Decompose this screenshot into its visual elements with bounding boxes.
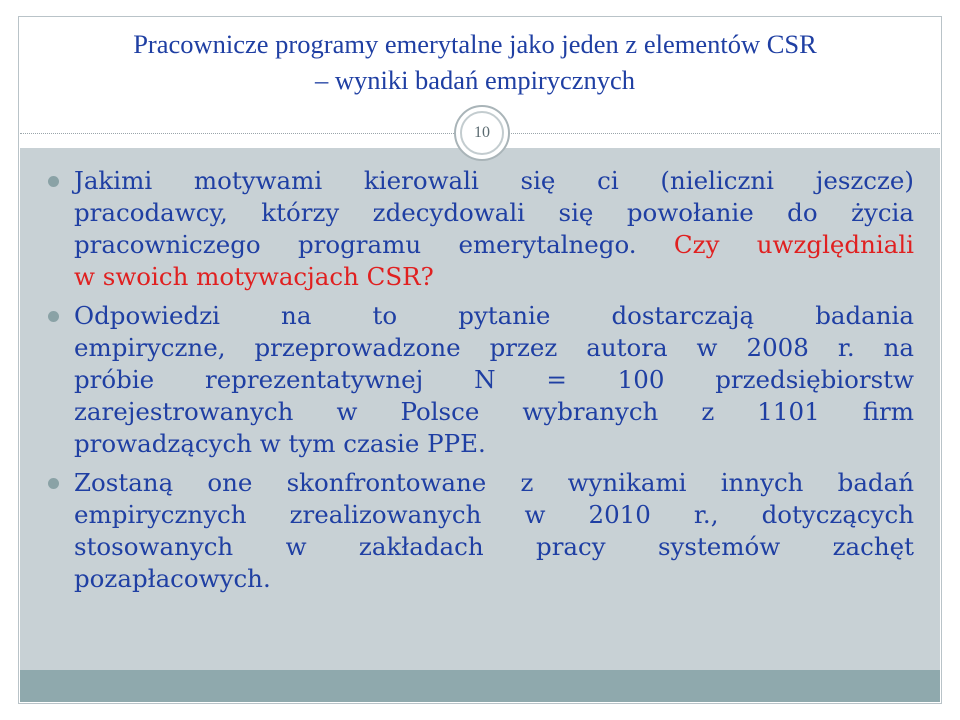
slide-title-line-1: Pracownicze programy emerytalne jako jeden z elementów CSR <box>133 29 817 59</box>
bullet-line: pracodawcy, którzy zdecydowali się powołanie do życia <box>74 198 914 227</box>
bullet-dot-icon <box>48 478 59 489</box>
bullet-line: Zostaną one skonfrontowane z wynikami innych badań <box>74 468 914 497</box>
bullet-line: empirycznych zrealizowanych w 2010 r., dotyczących <box>74 500 914 529</box>
bullet-line <box>74 261 914 293</box>
bullet-line: stosowanych w zakładach pracy systemów zachęt <box>74 532 914 561</box>
slide-title-line-2: – wyniki badań empirycznych <box>314 65 636 95</box>
bullet-item <box>48 467 914 595</box>
bullet-item <box>48 300 914 460</box>
page-number-badge <box>454 105 510 161</box>
bullet-line: pracowniczego programu emerytalnego. Czy uwzględniali <box>74 230 915 259</box>
bullet-line: Odpowiedzi na to pytanie dostarczają badania <box>74 301 914 330</box>
slide-title <box>20 26 930 98</box>
bullet-dot-icon <box>48 311 59 322</box>
bullet-dot-icon <box>48 176 59 187</box>
bullet-line: Jakimi motywami kierowali się ci (nieliczni jeszcze) <box>74 166 914 195</box>
highlight-text: w swoich motywacjach CSR? <box>74 262 434 291</box>
bullet-line: zarejestrowanych w Polsce wybranych z 1101 firm <box>74 397 914 426</box>
bullet-item <box>48 165 914 293</box>
footer-bar <box>20 670 940 702</box>
bullet-line: próbie reprezentatywnej N = 100 przedsiębiorstw <box>74 365 914 394</box>
bullet-line: empiryczne, przeprowadzone przez autora w 2008 r. na <box>74 333 914 362</box>
bullet-list <box>48 165 914 602</box>
bullet-line: pozapłacowych. <box>74 564 271 593</box>
highlight-text: Czy uwzględniali <box>636 230 915 259</box>
page-number: 10 <box>460 111 504 155</box>
bullet-line: prowadzących w tym czasie PPE. <box>74 429 486 458</box>
